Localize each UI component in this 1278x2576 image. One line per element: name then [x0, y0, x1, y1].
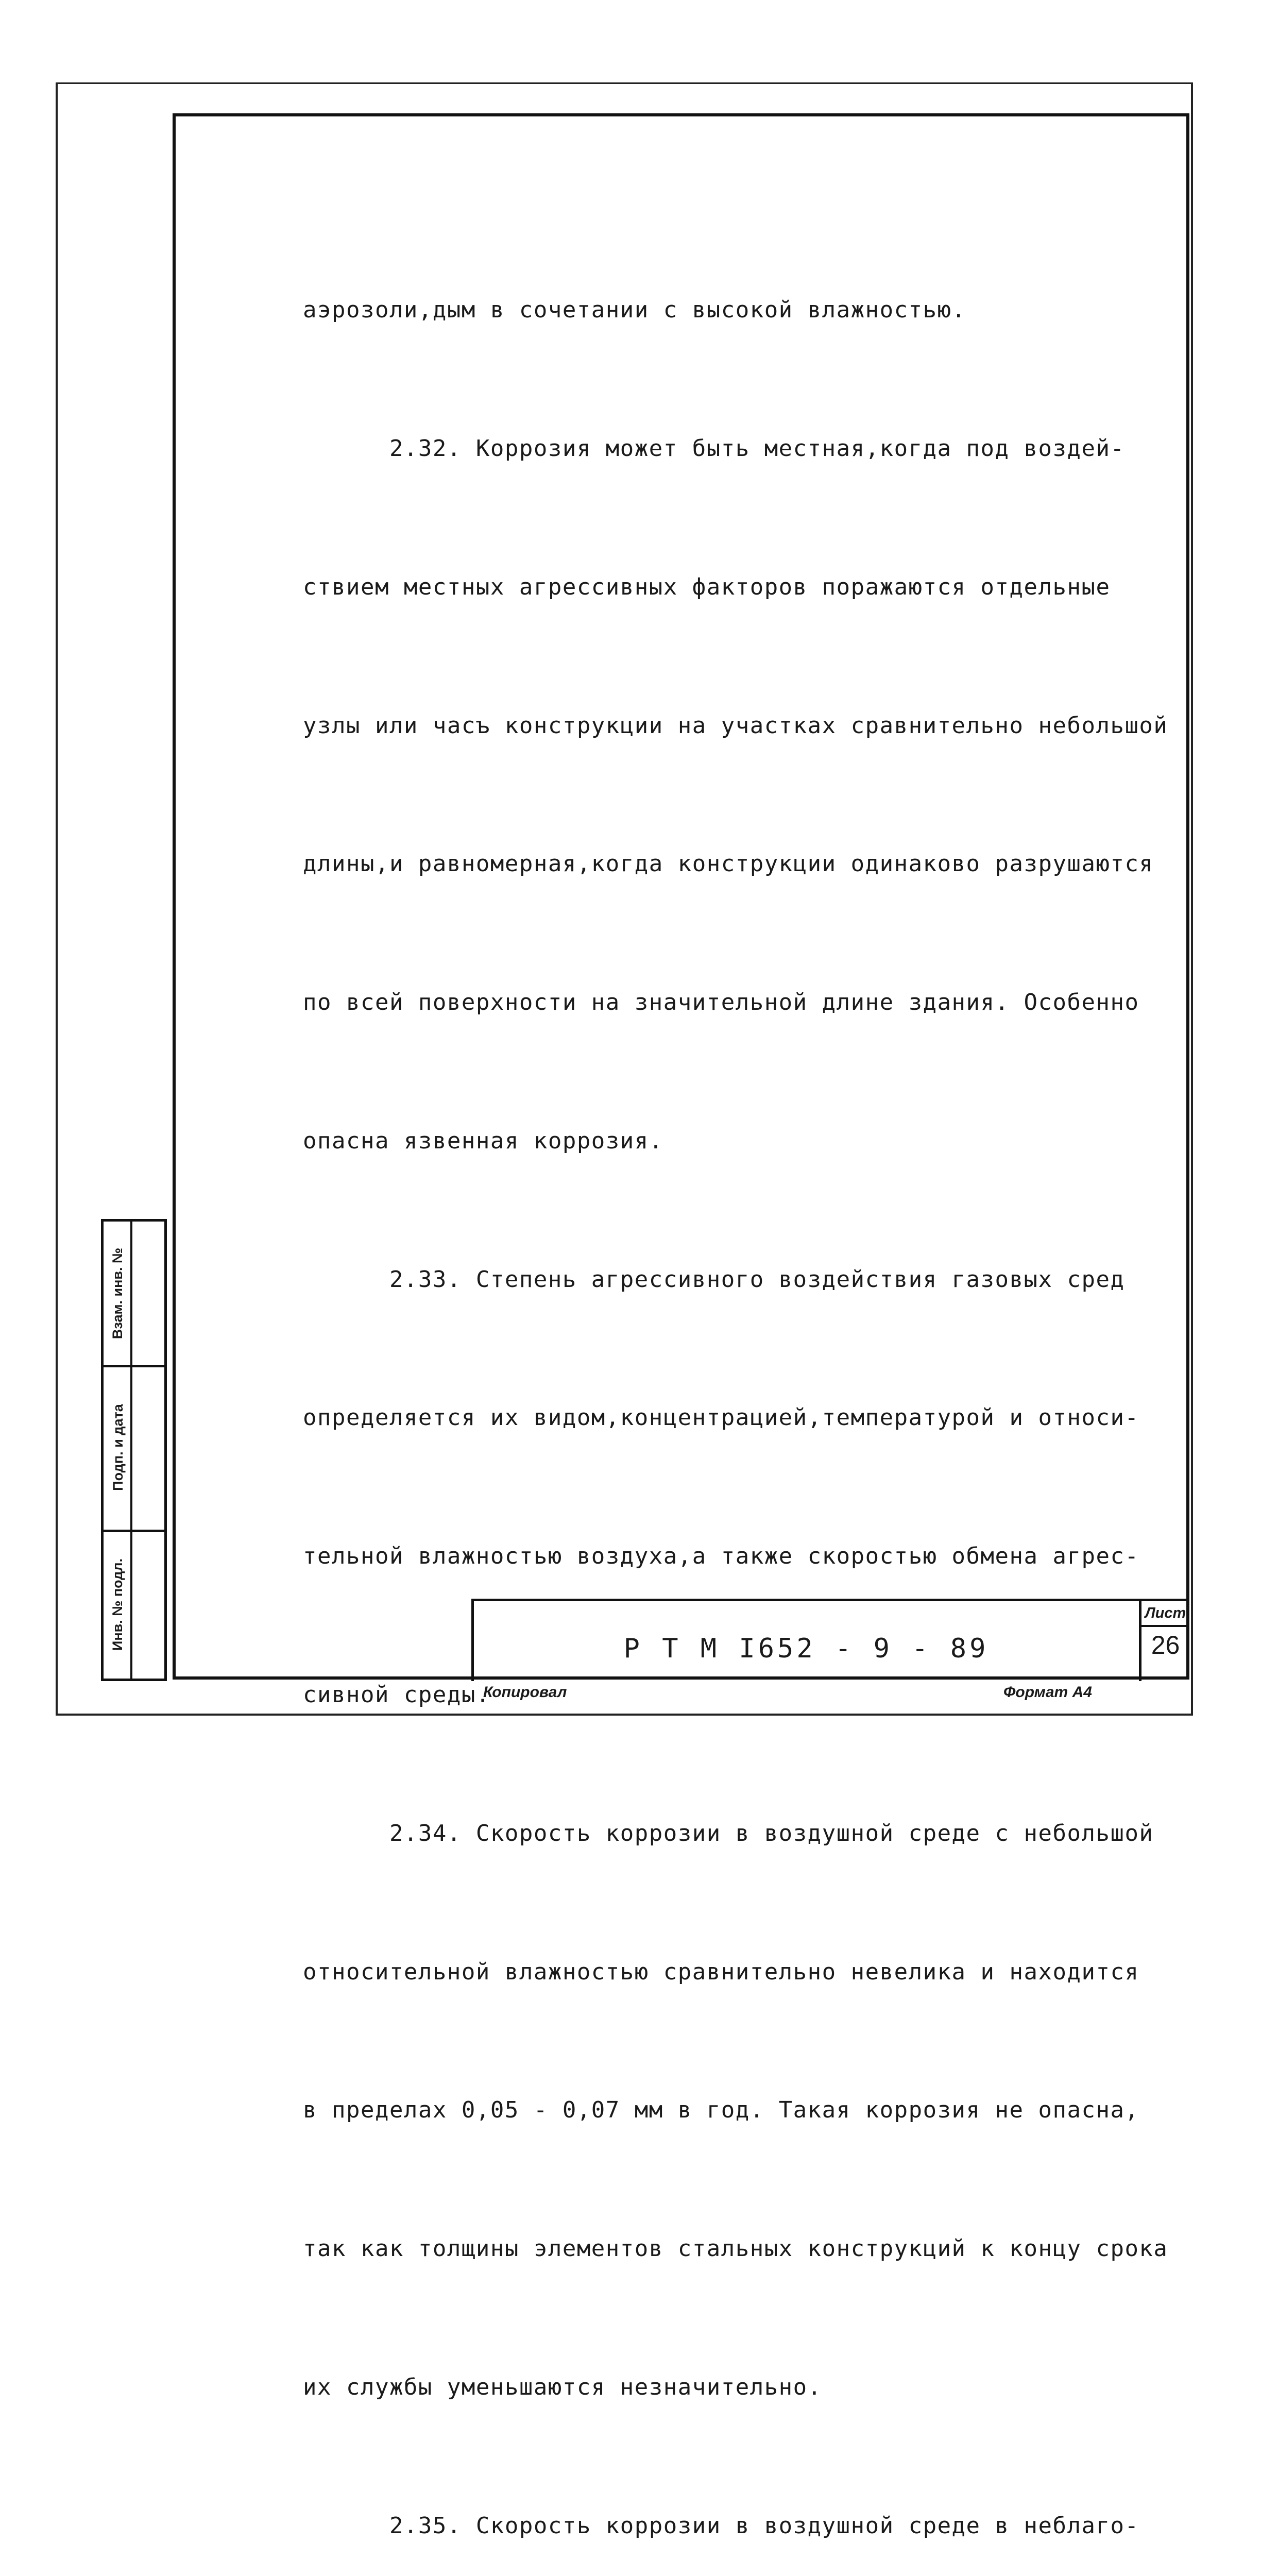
sheet-label: Лист: [1141, 1601, 1189, 1627]
sheet-box: [1139, 1601, 1189, 1681]
text-line: 2.33. Степень агрессивного воздействия газовых сред: [303, 1266, 1125, 1293]
footer-format: Формат А4: [1003, 1684, 1092, 1701]
text-line: ствием местных агрессивных факторов поражаются отдельные: [303, 573, 1111, 600]
text-line: длины,и равномерная,когда конструкции одинаково разрушаются: [303, 851, 1154, 877]
title-block: [471, 1599, 1189, 1681]
stamp-column-divider: [130, 1222, 132, 1679]
text-line: в пределах 0,05 - 0,07 мм в год. Такая коррозия не опасна,: [303, 2097, 1139, 2124]
inventory-replaced-label: Взам. инв. №: [110, 1247, 126, 1339]
text-line: 2.35. Скорость коррозии в воздушной среде в неблаго-: [303, 2512, 1139, 2539]
text-line: так как толщины элементов стальных конструкций к концу срока: [303, 2235, 1168, 2262]
text-line: по всей поверхности на значительной длине здания. Особенно: [303, 989, 1139, 1016]
side-stamp: [101, 1219, 167, 1681]
text-line: сивной среды.: [303, 1682, 490, 1708]
text-line: 2.32. Коррозия может быть местная,когда под воздей-: [303, 435, 1125, 462]
text-line: относительной влажностью сравнительно невелика и находится: [303, 1958, 1139, 1985]
sheet-number: 26: [1151, 1631, 1180, 1659]
text-line: опасна язвенная коррозия.: [303, 1127, 663, 1154]
text-line: тельной влажностью воздуха,а также скоростью обмена агрес-: [303, 1543, 1139, 1570]
text-line: их службы уменьшаются незначительно.: [303, 2374, 822, 2400]
text-line: аэрозоли,дым в сочетании с высокой влажностью.: [303, 297, 966, 324]
signature-date-label: Подп. и дата: [110, 1403, 126, 1491]
text-line: определяется их видом,концентрацией,температурой и относи-: [303, 1404, 1139, 1431]
text-line: узлы или часъ конструкции на участках сравнительно небольшой: [303, 712, 1168, 739]
footer-copied: Копировал: [483, 1684, 567, 1701]
document-code: Р Т М I652 - 9 - 89: [623, 1633, 989, 1664]
text-line: 2.34. Скорость коррозии в воздушной среде с небольшой: [303, 1820, 1154, 1846]
body-text: [303, 195, 1179, 2576]
inventory-original-label: Инв. № подл.: [110, 1558, 126, 1651]
